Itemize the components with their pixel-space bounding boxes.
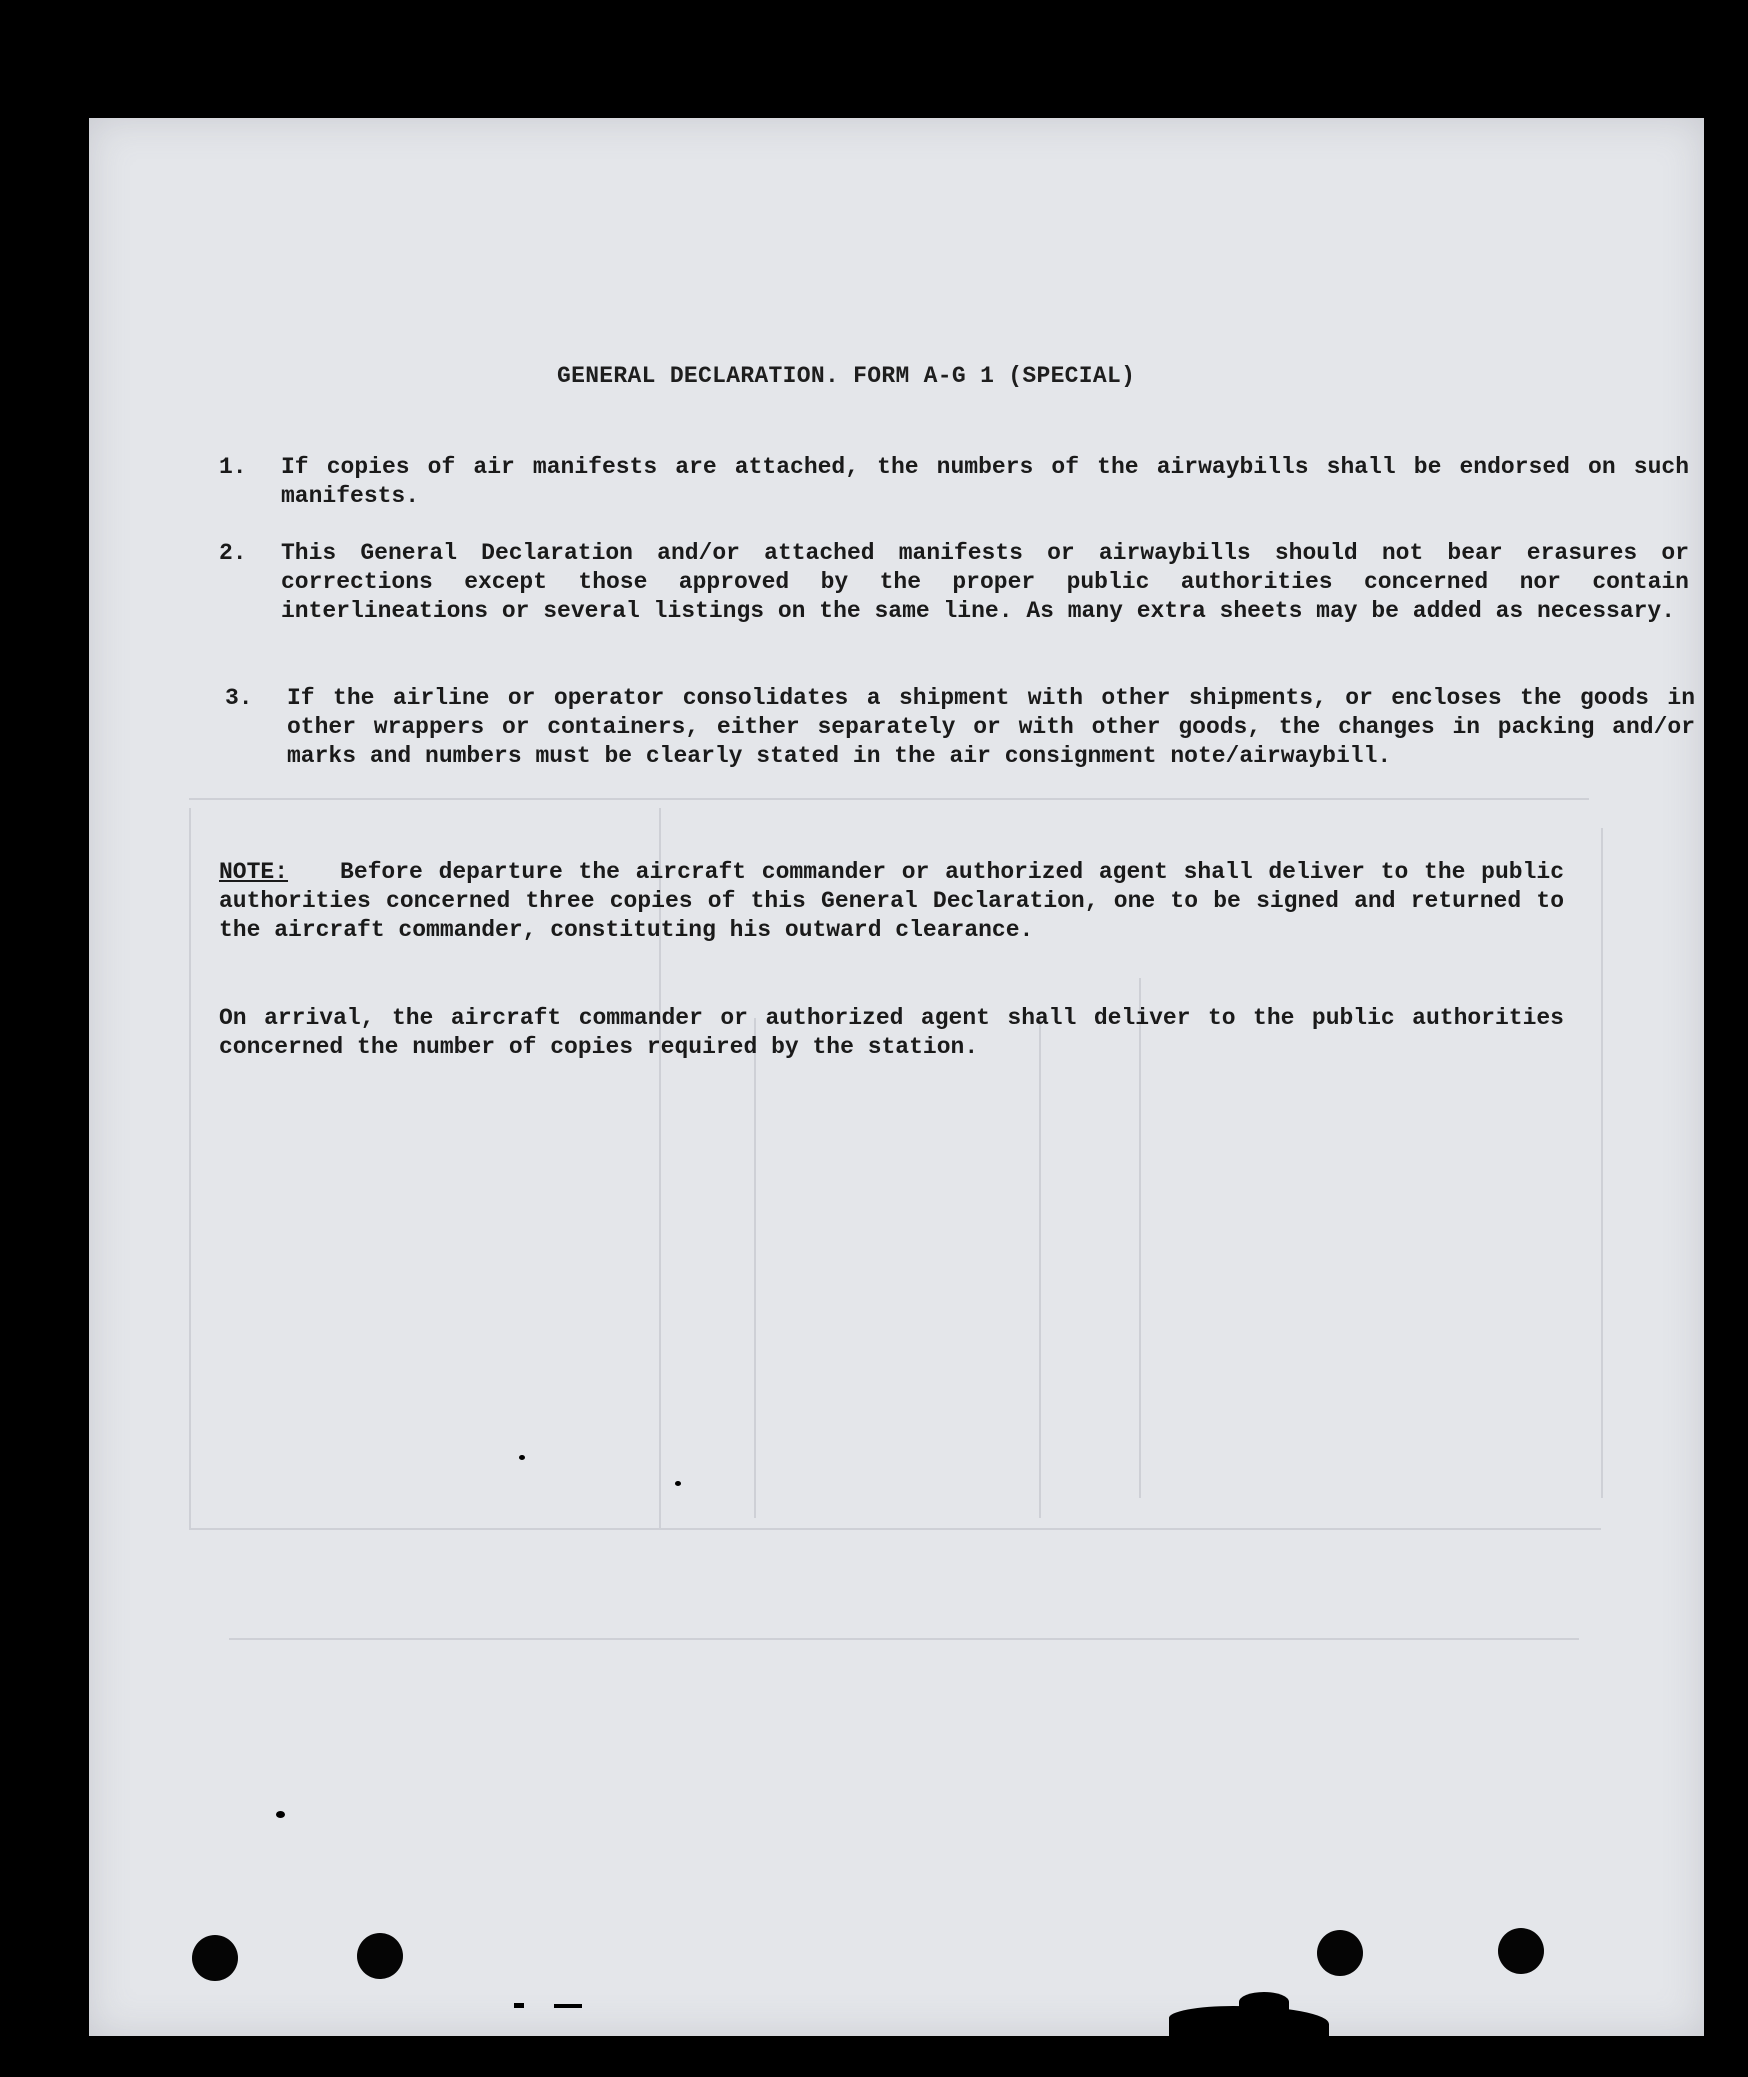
item-number: 3.: [225, 685, 253, 711]
item-number: 1.: [219, 454, 247, 480]
item-number: 2.: [219, 540, 247, 566]
bleedthrough-line: [189, 1528, 1601, 1530]
speck: [519, 1455, 525, 1460]
bleedthrough-line: [1039, 1018, 1041, 1518]
punch-hole: [1317, 1930, 1363, 1976]
arrival-paragraph: On arrival, the aircraft commander or authorized agent shall deliver to the public authorities concerned the number of copies required by the station.: [219, 1005, 1564, 1060]
punch-hole: [1498, 1928, 1544, 1974]
bleedthrough-line: [189, 798, 1589, 800]
instruction-item-1: [219, 453, 1689, 511]
document-page: [89, 118, 1704, 2036]
item-text: This General Declaration and/or attached manifests or airwaybills should not bear erasures or corrections except those approved by the proper public authorities concerned nor contain interlineations or several listings on the same line. As many extra sheets may be added as necessary.: [281, 540, 1689, 624]
speck: [554, 2004, 582, 2008]
speck: [675, 1481, 681, 1486]
bleedthrough-line: [229, 1638, 1579, 1640]
item-text: If copies of air manifests are attached, the numbers of the airwaybills shall be endorsed on such manifests.: [281, 454, 1689, 509]
torn-edge: [1239, 1992, 1289, 2012]
note-label: NOTE:: [219, 859, 289, 885]
punch-hole: [192, 1935, 238, 1981]
note-text: Before departure the aircraft commander or authorized agent shall deliver to the public authorities concerned three copies of this General Declaration, one to be signed and returned to the aircraft commander, constituting his outward clearance.: [219, 859, 1564, 943]
document-title: GENERAL DECLARATION. FORM A-G 1 (SPECIAL): [557, 363, 1136, 389]
item-text: If the airline or operator consolidates a shipment with other shipments, or encloses the goods in other wrappers or containers, either separately or with other goods, the changes in packing and/or marks and numbers must be clearly stated in the air consignment note/airwaybill.: [287, 685, 1695, 769]
bleedthrough-line: [189, 808, 191, 1528]
bleedthrough-line: [754, 1018, 756, 1518]
speck: [514, 2003, 524, 2008]
bleedthrough-line: [1601, 828, 1603, 1498]
speck: [276, 1811, 285, 1818]
instruction-item-2: [219, 539, 1689, 626]
punch-hole: [357, 1933, 403, 1979]
instruction-item-3: [225, 684, 1695, 771]
note-paragraph: [219, 858, 1564, 945]
